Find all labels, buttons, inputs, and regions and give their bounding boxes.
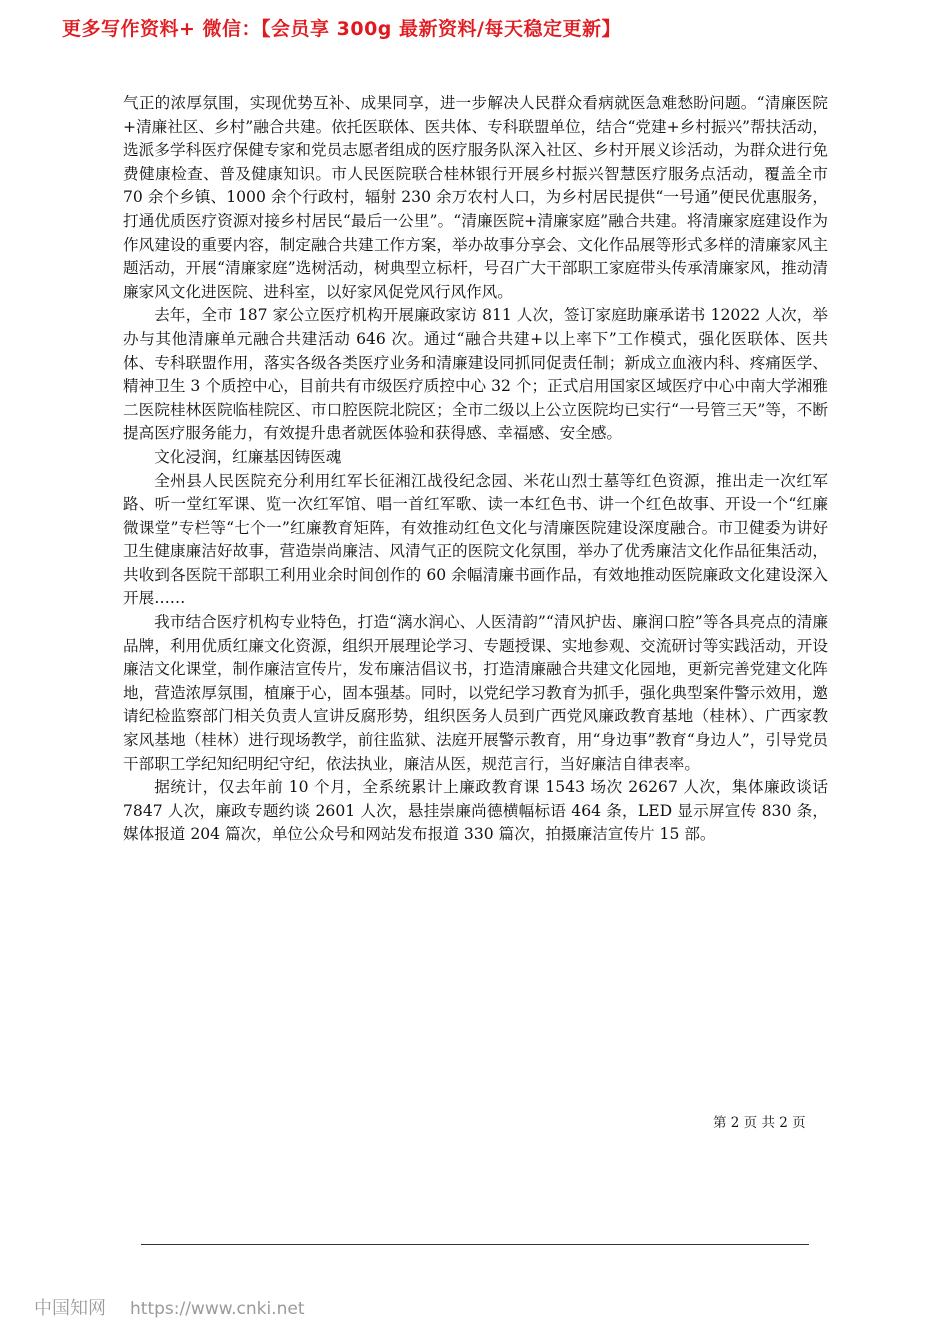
- paragraph: 我市结合医疗机构专业特色，打造“漓水润心、人医清韵”“清风护齿、廉润口腔”等各具亮点的清廉品牌，利用优质红廉文化资源，组织开展理论学习、专题授课、实地参观、交流研讨等实践活动，开设廉洁文化课堂，制作廉洁宣传片，发布廉洁倡议书，打造清廉融合共建文化园地，更新完善党建文化阵地，营造浓厚氛围，植廉于心，固本强基。同时，以党纪学习教育为抓手，强化典型案件警示效用，邀请纪检监察部门相关负责人宣讲反腐形势，组织医务人员到广西党风廉政教育基地（桂林）、广西家教家风基地（桂林）进行现场教学，前往监狱、法庭开展警示教育，用“身边事”教育“身边人”，引导党员干部职工学纪知纪明纪守纪，依法执业，廉洁从医，规范言行，当好廉洁自律表率。: [123, 613, 828, 773]
- cnki-watermark: [34, 1294, 304, 1320]
- promo-banner: 更多写作资料+ 微信：【会员享 300g 最新资料/每天稳定更新】: [62, 18, 621, 40]
- document-body: [123, 92, 828, 847]
- paragraph: 据统计，仅去年前 10 个月，全系统累计上廉政教育课 1543 场次 26267 人次，集体廉政谈话 7847 人次，廉政专题约谈 2601 人次，悬挂崇廉尚德横幅标语 464 条，LED 显示屏宣传 830 条，媒体报道 204 篇次，单位公众号和网站发布报道 330 篇次，拍摄廉洁宣传片 15 部。: [123, 778, 828, 844]
- paragraph: 去年，全市 187 家公立医疗机构开展廉政家访 811 人次，签订家庭助廉承诺书 12022 人次，举办与其他清廉单元融合共建活动 646 次。通过“融合共建+以上率下”工作模式，强化医联体、医共体、专科联盟作用，落实各级各类医疗业务和清廉建设同抓同促责任制；新成立血液内科、疼痛医学、精神卫生 3 个质控中心，目前共有市级医疗质控中心 32 个；正式启用国家区域医疗中心中南大学湘雅二医院桂林医院临桂院区、市口腔医院北院区；全市二级以上公立医院均已实行“一号管三天”等，不断提高医疗服务能力，有效提升患者就医体验和获得感、幸福感、安全感。: [123, 306, 828, 443]
- paragraph-continued: 气正的浓厚氛围，实现优势互补、成果同享，进一步解决人民群众看病就医急难愁盼问题。“清廉医院+清廉社区、乡村”融合共建。依托医联体、医共体、专科联盟单位，结合“党建+乡村振兴”帮扶活动，选派多学科医疗保健专家和党员志愿者组成的医疗服务队深入社区、乡村开展义诊活动，为群众进行免费健康检查、普及健康知识。市人民医院联合桂林银行开展乡村振兴智慧医疗服务点活动，覆盖全市 70 余个乡镇、1000 余个行政村，辐射 230 余万农村人口，为乡村居民提供“一号通”便民优惠服务，打通优质医疗资源对接乡村居民“最后一公里”。“清廉医院+清廉家庭”融合共建。将清廉家庭建设作为作风建设的重要内容，制定融合共建工作方案，举办故事分享会、文化作品展等形式多样的清廉家风主题活动，开展“清廉家庭”选树活动，树典型立标杆，号召广大干部职工家庭带头传承清廉家风，推动清廉家风文化进医院、进科室，以好家风促党风行风作风。: [123, 94, 828, 301]
- watermark-site-name: 中国知网: [34, 1298, 106, 1319]
- watermark-url: https://www.cnki.net: [130, 1299, 305, 1319]
- paragraph: 全州县人民医院充分利用红军长征湘江战役纪念园、米花山烈士墓等红色资源，推出走一次红军路、听一堂红军课、览一次红军馆、唱一首红军歌、读一本红色书、讲一个红色故事、开设一个“红廉微课堂”专栏等“七个一”红廉教育矩阵，有效推动红色文化与清廉医院建设深度融合。市卫健委为讲好卫生健康廉洁好故事，营造崇尚廉洁、风清气正的医院文化氛围，举办了优秀廉洁文化作品征集活动，共收到各医院干部职工利用业余时间创作的 60 余幅清廉书画作品，有效地推动医院廉政文化建设深入开展……: [123, 471, 828, 608]
- page-number: 第 2 页 共 2 页: [713, 1115, 806, 1131]
- footer-divider: [141, 1244, 809, 1245]
- section-heading: 文化浸润，红廉基因铸医魂: [154, 447, 342, 466]
